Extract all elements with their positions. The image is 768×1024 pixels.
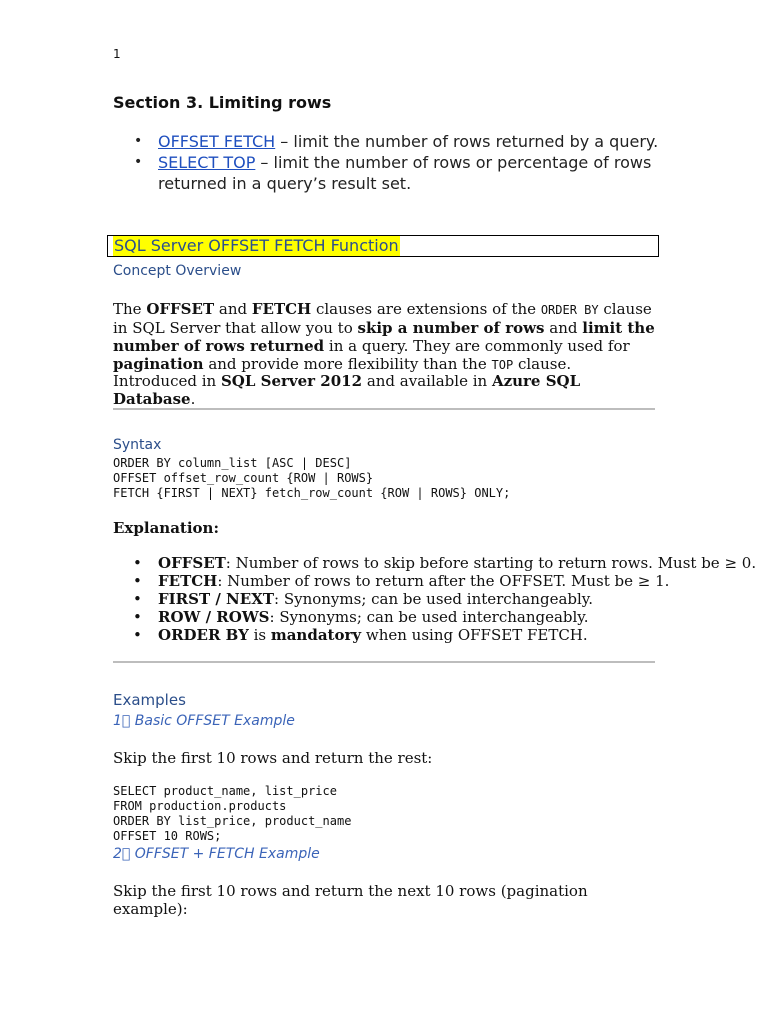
list-item: • OFFSET: Number of rows to skip before starting to return rows. Must be ≥ 0. (113, 554, 756, 572)
explanation-heading: Explanation: (113, 519, 219, 537)
highlighted-heading-box (107, 235, 659, 257)
example-1-heading: 1⃣ Basic OFFSET Example (113, 713, 295, 729)
select-top-link[interactable]: SELECT TOP (158, 153, 256, 172)
list-item: • ROW / ROWS: Synonyms; can be used interchangeably. (113, 608, 756, 626)
list-item: • FIRST / NEXT: Synonyms; can be used interchangeably. (113, 590, 756, 608)
examples-heading: Examples (113, 691, 186, 709)
link-description: – limit the number of rows returned by a query. (275, 132, 659, 151)
offset-fetch-link[interactable]: OFFSET FETCH (158, 132, 276, 151)
example-1-code-block: SELECT product_name, list_price FROM production.products ORDER BY list_price, product_name OFFSET 10 ROWS; (113, 784, 352, 843)
list-item: • FETCH: Number of rows to return after the OFFSET. Must be ≥ 1. (113, 572, 756, 590)
section-title: Section 3. Limiting rows (113, 93, 332, 112)
divider (113, 661, 655, 663)
list-item (113, 131, 673, 152)
explanation-list (113, 554, 756, 644)
example-2-heading: 2⃣ OFFSET + FETCH Example (113, 846, 320, 862)
concept-paragraph: The OFFSET and FETCH clauses are extensions of the ORDER BY clause in SQL Server that allow you to skip a number of rows and limit the number of rows returned in a query. They are commonly used for pagination and provide more flexibility than the TOP clause. (113, 300, 655, 373)
introduced-paragraph: Introduced in SQL Server 2012 and available in Azure SQL Database. (113, 372, 581, 408)
highlighted-heading: SQL Server OFFSET FETCH Function (114, 236, 399, 255)
syntax-code-block: ORDER BY column_list [ASC | DESC] OFFSET offset_row_count {ROW | ROWS} FETCH {FIRST | NEXT} fetch_row_count {ROW | ROWS} ONLY; (113, 456, 511, 500)
syntax-heading: Syntax (113, 437, 162, 453)
example-2-text: Skip the first 10 rows and return the next 10 rows (pagination example): (113, 882, 588, 918)
divider (113, 408, 655, 410)
concept-overview-heading: Concept Overview (113, 263, 242, 279)
list-item: • ORDER BY is mandatory when using OFFSET FETCH. (113, 626, 756, 644)
list-item (113, 152, 673, 194)
example-1-text: Skip the first 10 rows and return the rest: (113, 749, 433, 767)
section-link-list (113, 131, 673, 194)
link-description: – limit the number of rows or percentage of rows returned in a query’s result set. (158, 153, 652, 193)
page-number: 1 (113, 47, 121, 61)
